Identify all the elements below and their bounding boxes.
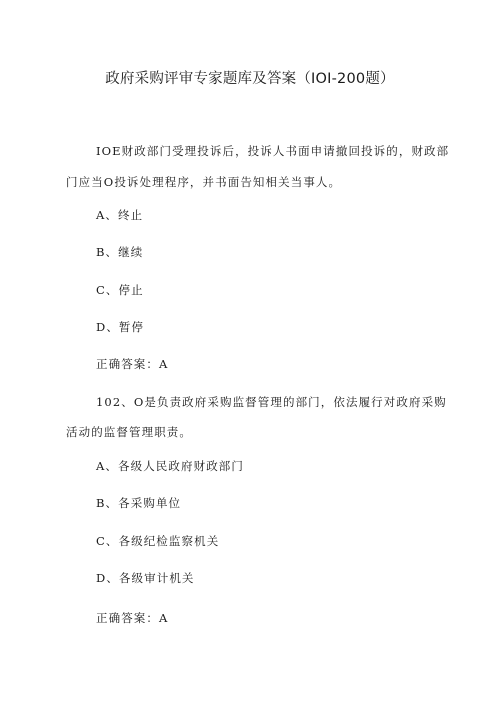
question-1-answer: 正确答案：A bbox=[96, 357, 169, 371]
question-1-stem-line-2: 门应当O投诉处理程序，并书面告知相关当事人。 bbox=[66, 175, 342, 189]
question-2-option-a: A、各级人民政府财政部门 bbox=[96, 459, 245, 473]
question-1-stem-line-1: IOE财政部门受理投诉后，投诉人书面申请撤回投诉的，财政部 bbox=[96, 144, 450, 158]
question-2-option-c: C、各级纪检监察机关 bbox=[96, 534, 220, 548]
question-2-stem-line-2: 活动的监督管理职责。 bbox=[66, 425, 192, 439]
question-1-option-a: A、终止 bbox=[96, 208, 144, 222]
question-1-option-d: D、暂停 bbox=[96, 320, 145, 334]
question-2-answer: 正确答案：A bbox=[96, 611, 169, 625]
question-1-option-c: C、停止 bbox=[96, 283, 144, 297]
question-1-option-b: B、继续 bbox=[96, 245, 144, 259]
question-2-stem-line-1: 102、O是负责政府采购监督管理的部门，依法履行对政府采购 bbox=[96, 395, 447, 409]
question-2-option-b: B、各采购单位 bbox=[96, 496, 182, 510]
document-title: 政府采购评审专家题库及答案（IOI-200题） bbox=[105, 71, 395, 87]
question-2-option-d: D、各级审计机关 bbox=[96, 571, 195, 585]
